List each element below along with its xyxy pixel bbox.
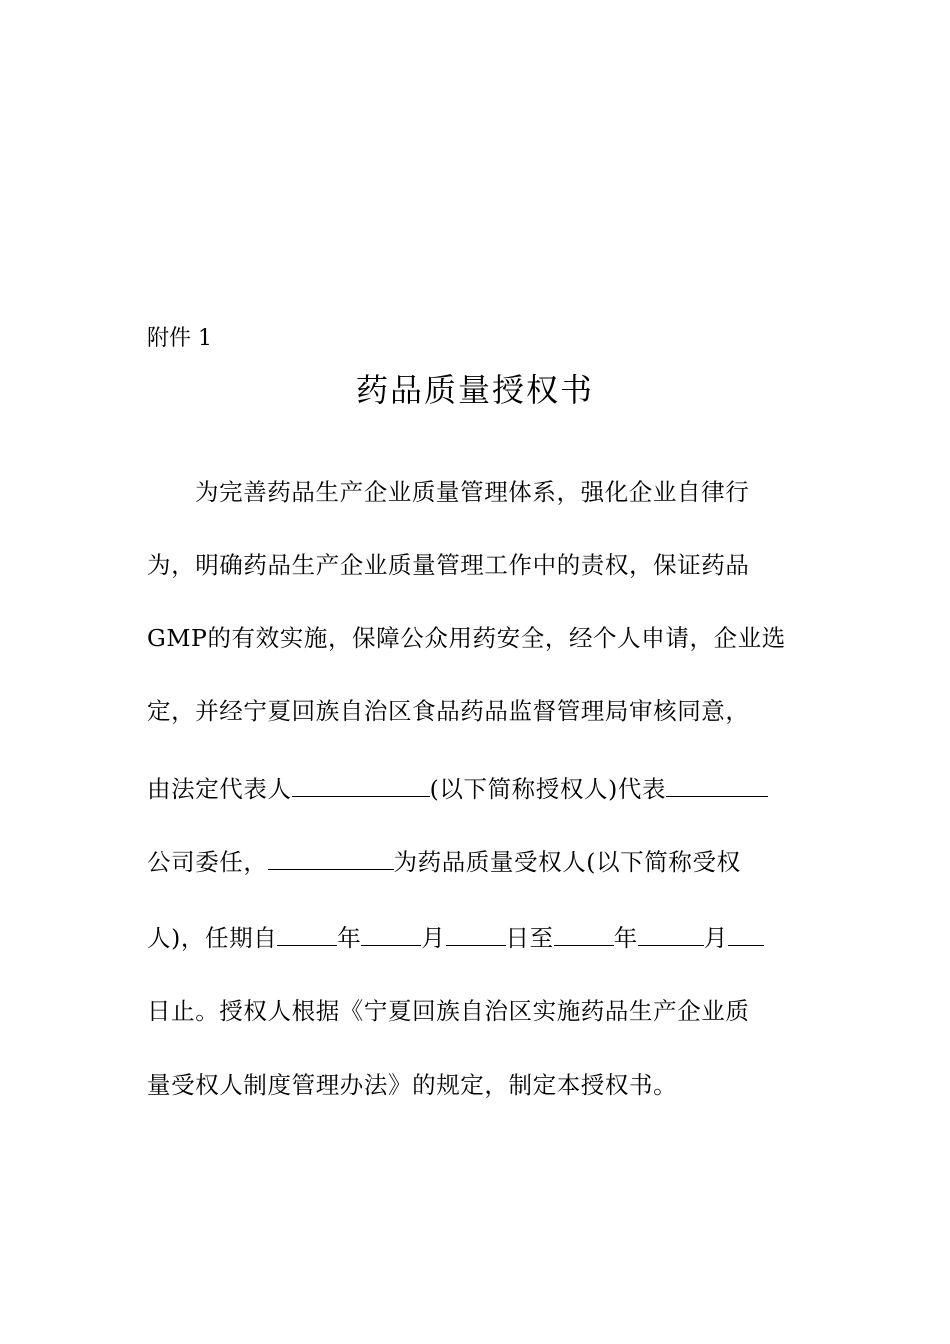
body-line-1: 为完善药品生产企业质量管理体系，强化企业自律行: [195, 478, 750, 506]
term-from-text: 人)，任期自: [147, 924, 278, 952]
company-name-blank: [666, 768, 768, 797]
legal-representative-blank: [292, 768, 430, 797]
authorizer-note: (以下简称授权人)代表: [429, 775, 667, 803]
body-line-9: 量受权人制度管理办法》的规定，制定本授权书。: [147, 1071, 678, 1099]
body-line-2: 为，明确药品生产企业质量管理工作中的责权，保证药品: [147, 551, 750, 579]
company-appoint-text: 公司委任，: [147, 848, 268, 876]
start-month-label: 月: [421, 924, 446, 952]
body-line-8: 日止。授权人根据《宁夏回族自治区实施药品生产企业质: [147, 997, 750, 1025]
body-line-6: [147, 841, 741, 881]
end-year-blank: [554, 917, 614, 946]
legal-representative-label: 由法定代表人: [147, 775, 292, 803]
start-year-blank: [277, 917, 337, 946]
body-line-5: [147, 768, 768, 808]
authorized-person-note: 为药品质量受权人(以下简称受权: [393, 848, 741, 876]
document-title: 药品质量授权书: [355, 371, 594, 409]
end-day-blank: [728, 917, 764, 946]
attachment-label: 附件 1: [147, 326, 212, 351]
end-month-blank: [638, 917, 704, 946]
start-day-to-label: 日至: [505, 924, 554, 952]
authorized-person-blank: [268, 841, 394, 870]
body-line-4: 定，并经宁夏回族自治区食品药品监督管理局审核同意，: [147, 697, 750, 725]
start-year-label: 年: [337, 924, 362, 952]
end-month-label: 月: [703, 924, 728, 952]
body-line-3: GMP的有效实施，保障公众用药安全，经个人申请，企业选: [147, 624, 786, 652]
body-line-7: [147, 917, 764, 957]
start-day-blank: [446, 917, 506, 946]
end-year-label: 年: [613, 924, 638, 952]
start-month-blank: [361, 917, 421, 946]
